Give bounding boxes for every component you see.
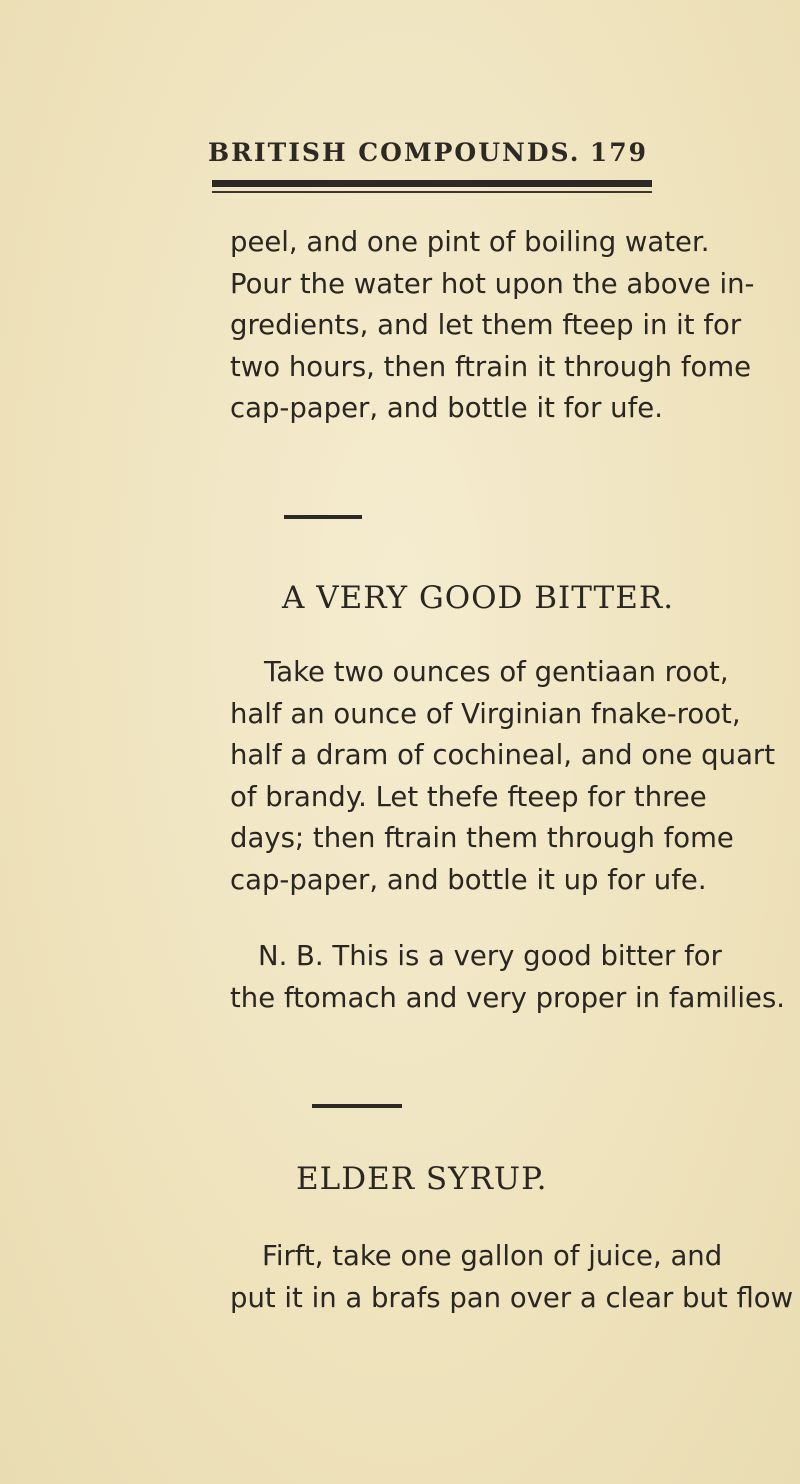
note-first-line (258, 936, 722, 978)
text-line: Take two ounces of gentiaan root, (264, 656, 729, 688)
text-line: put it in a brafs pan over a clear but flow (230, 1281, 794, 1314)
page-number: 179 (589, 138, 648, 167)
text-line: of brandy. Let thefe fteep for three (230, 780, 707, 813)
text-line: two hours, then ftrain it through fome (230, 350, 752, 383)
running-head-title: BRITISH COMPOUNDS. (208, 138, 581, 167)
continuation-paragraph (230, 222, 755, 430)
text-line: the ftomach and very proper in families. (230, 982, 786, 1014)
header-rule-thick (212, 180, 652, 187)
text-line: days; then ftrain them through fome (230, 822, 734, 854)
note-paragraph (230, 978, 786, 1020)
text-line: peel, and one pint of boiling water. (230, 226, 710, 258)
section-divider (312, 1104, 402, 1108)
text-line: Pour the water hot upon the above in- (230, 267, 755, 300)
elder-recipe-paragraph (230, 1278, 794, 1320)
section-heading-bitter: A VERY GOOD BITTER. (282, 580, 675, 616)
section-heading-elder-syrup: ELDER SYRUP. (296, 1161, 548, 1197)
elder-recipe-first-line (262, 1236, 723, 1278)
text-line: Firft, take one gallon of juice, and (262, 1240, 723, 1272)
bitter-recipe-first-line (264, 652, 729, 694)
text-line: half a dram of cochineal, and one quart (230, 739, 776, 771)
header-rule-thin (212, 191, 652, 193)
text-line: cap-paper, and bottle it for ufe. (230, 392, 663, 424)
bitter-recipe-paragraph (230, 694, 776, 902)
text-line: gredients, and let them fteep in it for (230, 309, 742, 341)
text-line: N. B. This is a very good bitter for (258, 940, 722, 972)
text-line: half an ounce of Virginian fnake-root, (230, 697, 741, 730)
section-divider (284, 515, 362, 519)
text-line: cap-paper, and bottle it up for ufe. (230, 863, 707, 896)
